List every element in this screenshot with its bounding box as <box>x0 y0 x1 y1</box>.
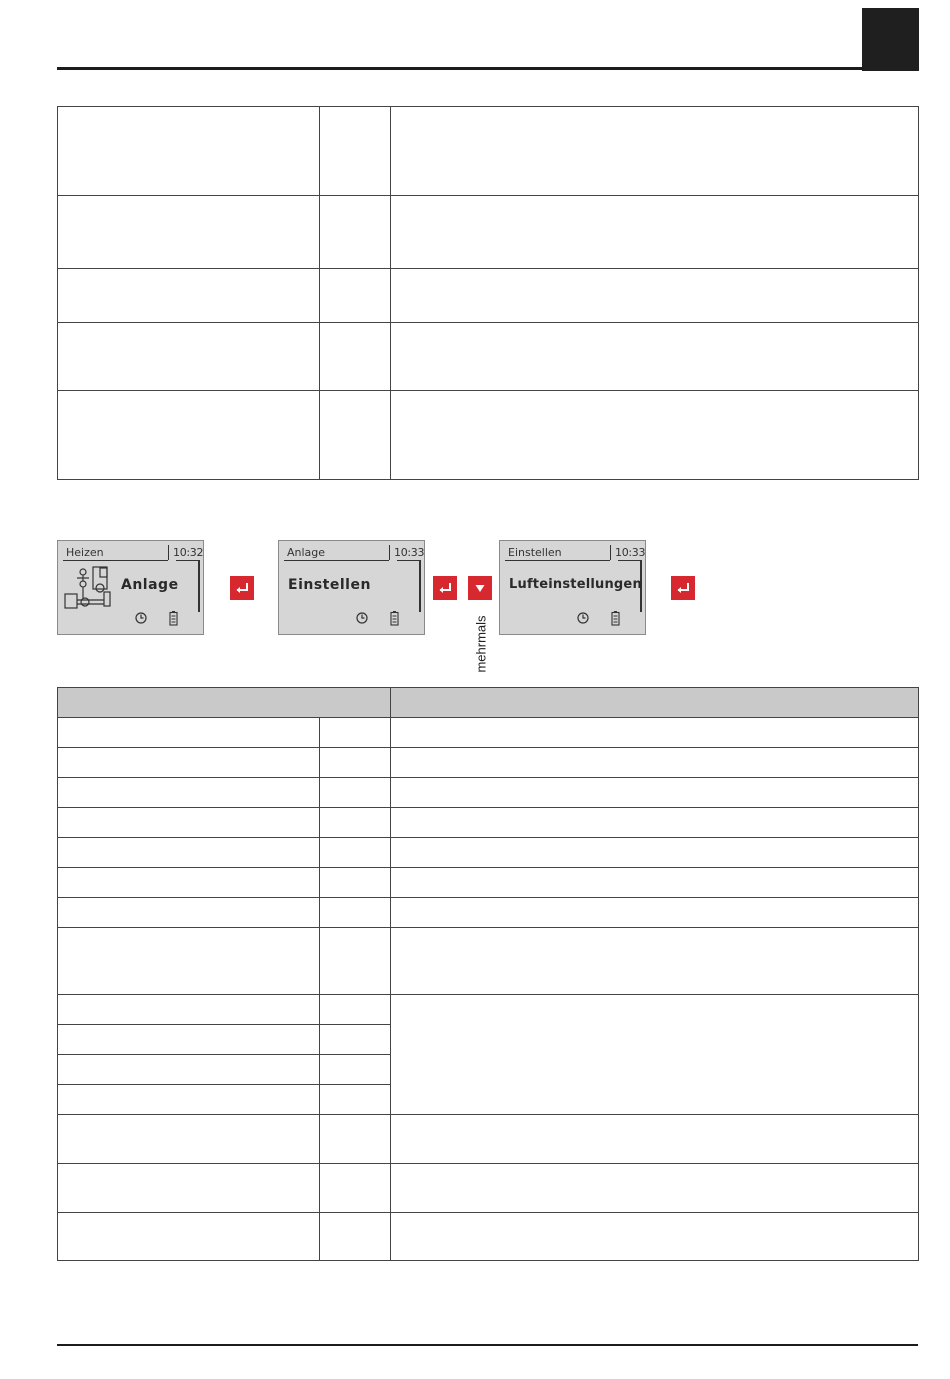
table-header-row <box>58 688 919 718</box>
table-row <box>58 196 919 269</box>
clock-icon <box>577 612 589 624</box>
arrow-down-icon <box>468 576 492 600</box>
table-row <box>58 718 919 748</box>
enter-icon <box>671 576 695 600</box>
scrollbar <box>198 560 200 612</box>
lcd-screen-anlage <box>278 540 425 635</box>
lcd-screen-einstellen <box>499 540 646 635</box>
screen-time: 10:33 <box>615 546 646 559</box>
system-diagram-icon <box>63 564 113 612</box>
table-row <box>58 269 919 323</box>
chapter-tab <box>862 8 919 71</box>
screen-time: 10:32 <box>173 546 204 559</box>
table-row <box>58 1213 919 1261</box>
screen-title: Einstellen <box>508 546 562 559</box>
footer-rule <box>57 1344 918 1346</box>
repeat-annotation <box>473 612 489 676</box>
screen-title: Anlage <box>287 546 326 559</box>
table-row <box>58 748 919 778</box>
table-row <box>58 1115 919 1164</box>
screen-time: 10:33 <box>394 546 425 559</box>
screen-main-text: Einstellen <box>288 577 371 593</box>
enter-icon <box>433 576 457 600</box>
table-row <box>58 838 919 868</box>
screen-title: Heizen <box>66 546 104 559</box>
parameter-table-1 <box>57 106 919 480</box>
clock-icon <box>356 612 368 624</box>
table-row <box>58 1164 919 1213</box>
battery-icon <box>611 611 621 626</box>
enter-icon <box>230 576 254 600</box>
parameter-table-2 <box>57 687 919 1261</box>
clock-icon <box>135 612 147 624</box>
lcd-screen-heizen <box>57 540 204 635</box>
screen-main-text: Anlage <box>121 577 179 593</box>
repeat-label: mehrmals <box>473 615 489 673</box>
screen-main-text: Lufteinstellungen <box>509 577 642 592</box>
scrollbar <box>419 560 421 612</box>
table-row <box>58 808 919 838</box>
table-row <box>58 778 919 808</box>
header-rule <box>57 67 864 70</box>
table-row <box>58 995 919 1025</box>
battery-icon <box>390 611 400 626</box>
table-row <box>58 898 919 928</box>
table-row <box>58 391 919 480</box>
table-row <box>58 928 919 995</box>
table-row <box>58 323 919 391</box>
battery-icon <box>169 611 179 626</box>
table-row <box>58 107 919 196</box>
table-row <box>58 868 919 898</box>
